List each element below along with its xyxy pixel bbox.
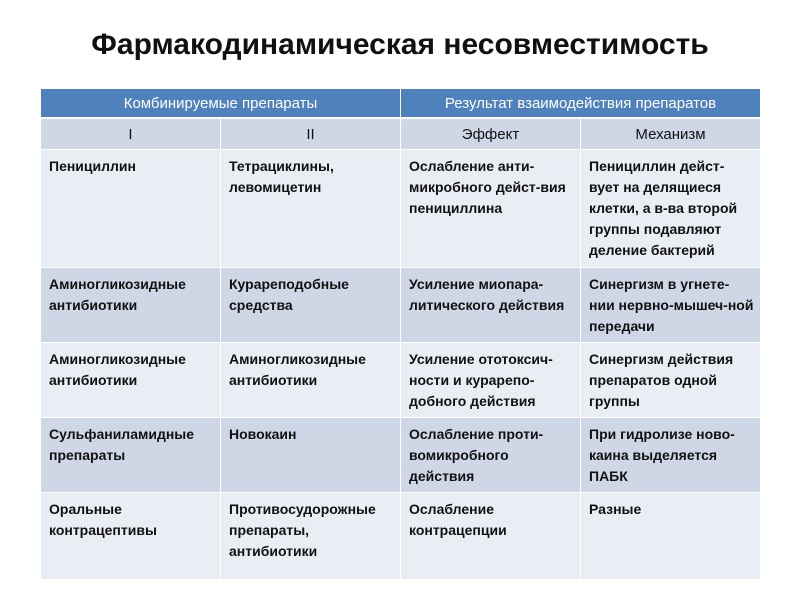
cell-drug-i: Сульфаниламидные препараты bbox=[41, 418, 221, 493]
cell-drug-i: Аминогликозидные антибиотики bbox=[41, 343, 221, 418]
column-header-row bbox=[41, 118, 761, 150]
cell-effect: Усиление ототоксич-ности и курарепо-добного действия bbox=[401, 343, 581, 418]
cell-drug-i: Пенициллин bbox=[41, 150, 221, 268]
cell-effect: Ослабление контрацепции bbox=[401, 493, 581, 580]
column-header-effect: Эффект bbox=[401, 118, 581, 150]
cell-mechanism: Синергизм в угнете-нии нервно-мышеч-ной передачи bbox=[581, 268, 761, 343]
group-header-interaction-result: Результат взаимодействия препаратов bbox=[401, 89, 761, 119]
cell-drug-i: Оральные контрацептивы bbox=[41, 493, 221, 580]
cell-drug-ii: Новокаин bbox=[221, 418, 401, 493]
cell-effect: Ослабление анти-микробного дейст-вия пенициллина bbox=[401, 150, 581, 268]
cell-drug-i: Аминогликозидные антибиотики bbox=[41, 268, 221, 343]
column-header-drug-ii: II bbox=[221, 118, 401, 150]
cell-drug-ii: Тетрациклины, левомицетин bbox=[221, 150, 401, 268]
table-row bbox=[41, 493, 761, 580]
slide-title: Фармакодинамическая несовместимость bbox=[91, 28, 709, 61]
table-row bbox=[41, 343, 761, 418]
cell-drug-ii: Аминогликозидные антибиотики bbox=[221, 343, 401, 418]
cell-mechanism: Разные bbox=[581, 493, 761, 580]
column-header-mechanism: Механизм bbox=[581, 118, 761, 150]
cell-drug-ii: Курареподобные средства bbox=[221, 268, 401, 343]
cell-mechanism: Синергизм действия препаратов одной группы bbox=[581, 343, 761, 418]
cell-effect: Ослабление проти-вомикробного действия bbox=[401, 418, 581, 493]
cell-drug-ii: Противосудорожные препараты, антибиотики bbox=[221, 493, 401, 580]
column-header-drug-i: I bbox=[41, 118, 221, 150]
cell-mechanism: При гидролизе ново-каина выделяется ПАБК bbox=[581, 418, 761, 493]
table-row bbox=[41, 150, 761, 268]
group-header-row bbox=[41, 89, 761, 119]
cell-effect: Усиление миопара-литического действия bbox=[401, 268, 581, 343]
table-row bbox=[41, 268, 761, 343]
cell-mechanism: Пенициллин дейст-вует на делящиеся клетки, а в-ва второй группы подавляют деление бактерий bbox=[581, 150, 761, 268]
incompatibility-table bbox=[40, 88, 761, 580]
group-header-combined-drugs: Комбинируемые препараты bbox=[41, 89, 401, 119]
table-row bbox=[41, 418, 761, 493]
